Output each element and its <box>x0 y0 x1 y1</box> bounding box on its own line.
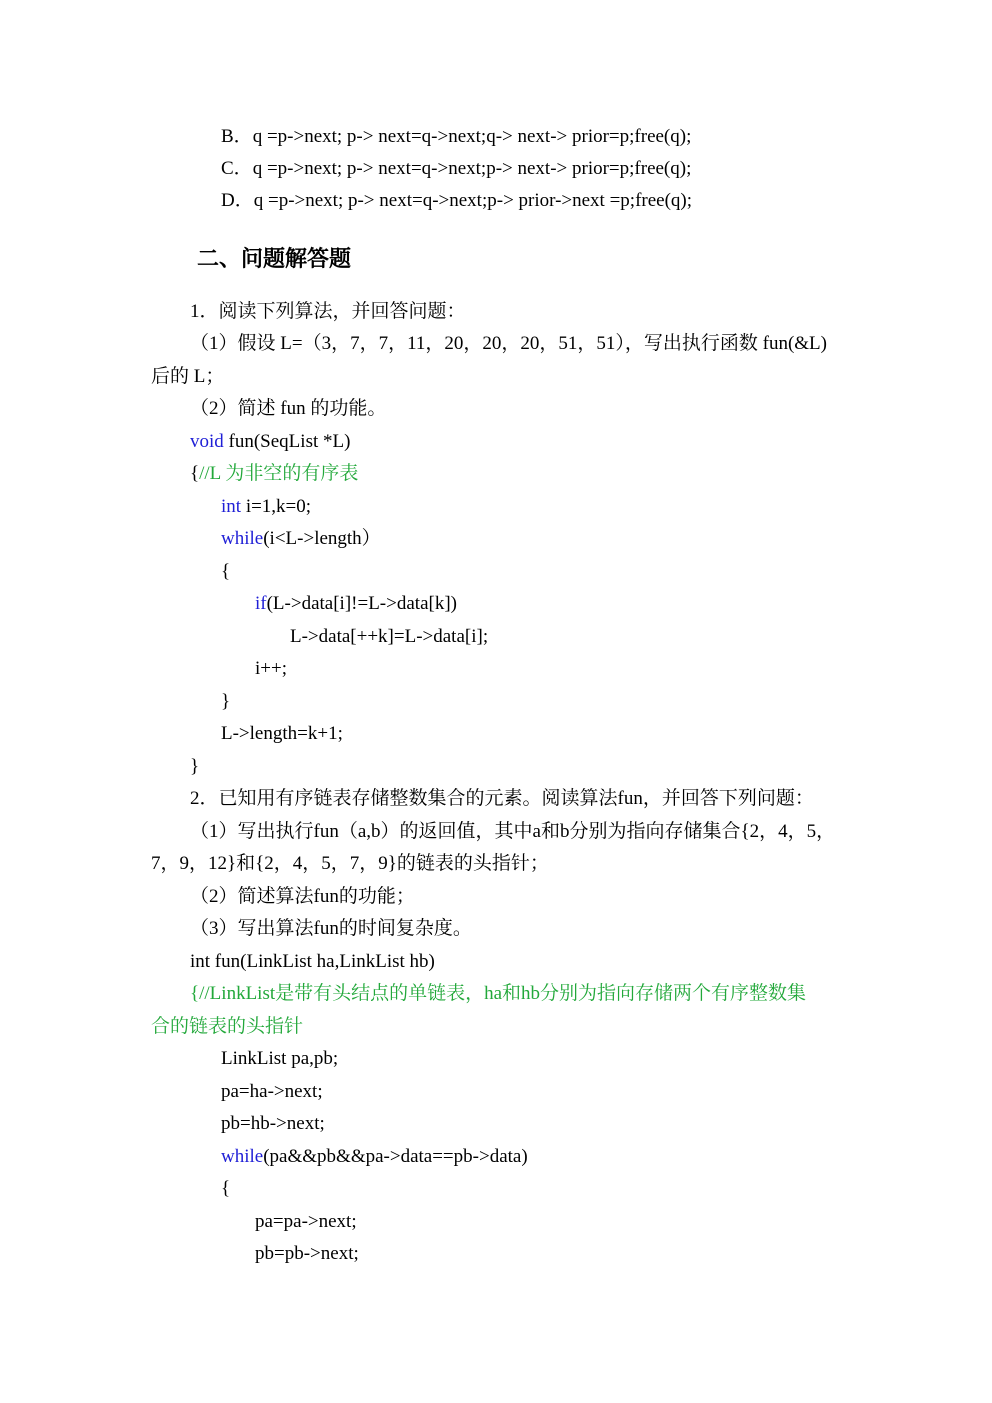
q1-code-close2: } <box>221 691 231 712</box>
brace-open: { <box>190 983 200 1004</box>
while-cond: (i<L->length） <box>263 528 381 549</box>
code-comment: //L 为非空的有序表 <box>199 463 359 484</box>
q2-sub3: （3）写出算法fun的时间复杂度。 <box>190 918 472 939</box>
q1-code-close: } <box>190 756 200 777</box>
q1-code-assign: L->data[++k]=L->data[i]; <box>290 626 489 647</box>
brace-open: { <box>190 463 200 484</box>
q2-code-open2: { <box>221 1178 231 1199</box>
q2-code-pb-next: pb=pb->next; <box>255 1243 359 1264</box>
option-b <box>221 125 691 149</box>
signature-rest: fun(SeqList *L) <box>223 431 351 452</box>
option-d <box>221 189 692 213</box>
q2-code-decl: LinkList pa,pb; <box>221 1048 339 1069</box>
q2-code-pa-next: pa=pa->next; <box>255 1211 357 1232</box>
q1-sub2: （2）简述 fun 的功能。 <box>190 398 387 419</box>
q2-intro: 2．已知用有序链表存储整数集合的元素。阅读算法fun，并回答下列问题： <box>190 788 814 809</box>
q2-code-pb-init: pb=hb->next; <box>221 1113 325 1134</box>
q1-code-open2: { <box>221 561 231 582</box>
q1-code-length: L->length=k+1; <box>221 723 343 744</box>
q1-code-int <box>221 495 311 519</box>
code-comment: //LinkList是带有头结点的单链表，ha和hb分别为指向存储两个有序整数集 <box>199 983 807 1004</box>
keyword-while: while <box>221 1146 264 1167</box>
keyword-void: void <box>190 431 224 452</box>
q1-code-while <box>221 527 381 551</box>
option-c <box>221 157 691 181</box>
int-decl: i=1,k=0; <box>241 496 312 517</box>
q1-intro: 1．阅读下列算法，并回答问题： <box>190 301 466 322</box>
q1-code-signature <box>190 430 350 454</box>
q2-sub1-line1: （1）写出执行fun（a,b）的返回值，其中a和b分别为指向存储集合{2，4，5， <box>190 821 836 842</box>
section-title: 二、问题解答题 <box>197 247 352 272</box>
q2-code-signature: int fun(LinkList ha,LinkList hb) <box>190 951 435 972</box>
keyword-int: int <box>221 496 242 517</box>
option-d-letter: D． <box>221 190 254 211</box>
q1-sub1-line1: （1）假设 L=（3，7，7，11，20，20，20，51，51），写出执行函数 fun(&L) <box>190 333 827 354</box>
q2-sub2: （2）简述算法fun的功能； <box>190 886 415 907</box>
option-c-letter: C． <box>221 158 253 179</box>
keyword-while: while <box>221 528 264 549</box>
q1-code-open <box>190 462 358 486</box>
option-c-text: q =p->next; p-> next=q->next;p-> next-> prior=p;free(q); <box>252 158 692 179</box>
option-d-text: q =p->next; p-> next=q->next;p-> prior->next =p;free(q); <box>253 190 693 211</box>
keyword-if: if <box>255 593 267 614</box>
q2-sub1-line2: 7，9，12}和{2，4，5，7，9}的链表的头指针； <box>151 853 549 874</box>
while-cond: (pa&&pb&&pa->data==pb->data) <box>263 1146 528 1167</box>
option-b-letter: B． <box>221 126 253 147</box>
if-cond: (L->data[i]!=L->data[k]) <box>266 593 457 614</box>
option-b-text: q =p->next; p-> next=q->next;q-> next-> prior=p;free(q); <box>252 126 692 147</box>
q1-sub1-line2: 后的 L； <box>151 366 225 387</box>
q2-code-comment-line1 <box>190 982 806 1006</box>
q2-code-pa-init: pa=ha->next; <box>221 1081 323 1102</box>
q1-code-incr: i++; <box>255 658 287 679</box>
q2-code-comment-line2: 合的链表的头指针 <box>151 1016 304 1037</box>
q1-code-if <box>255 592 457 616</box>
q2-code-while <box>221 1145 528 1169</box>
